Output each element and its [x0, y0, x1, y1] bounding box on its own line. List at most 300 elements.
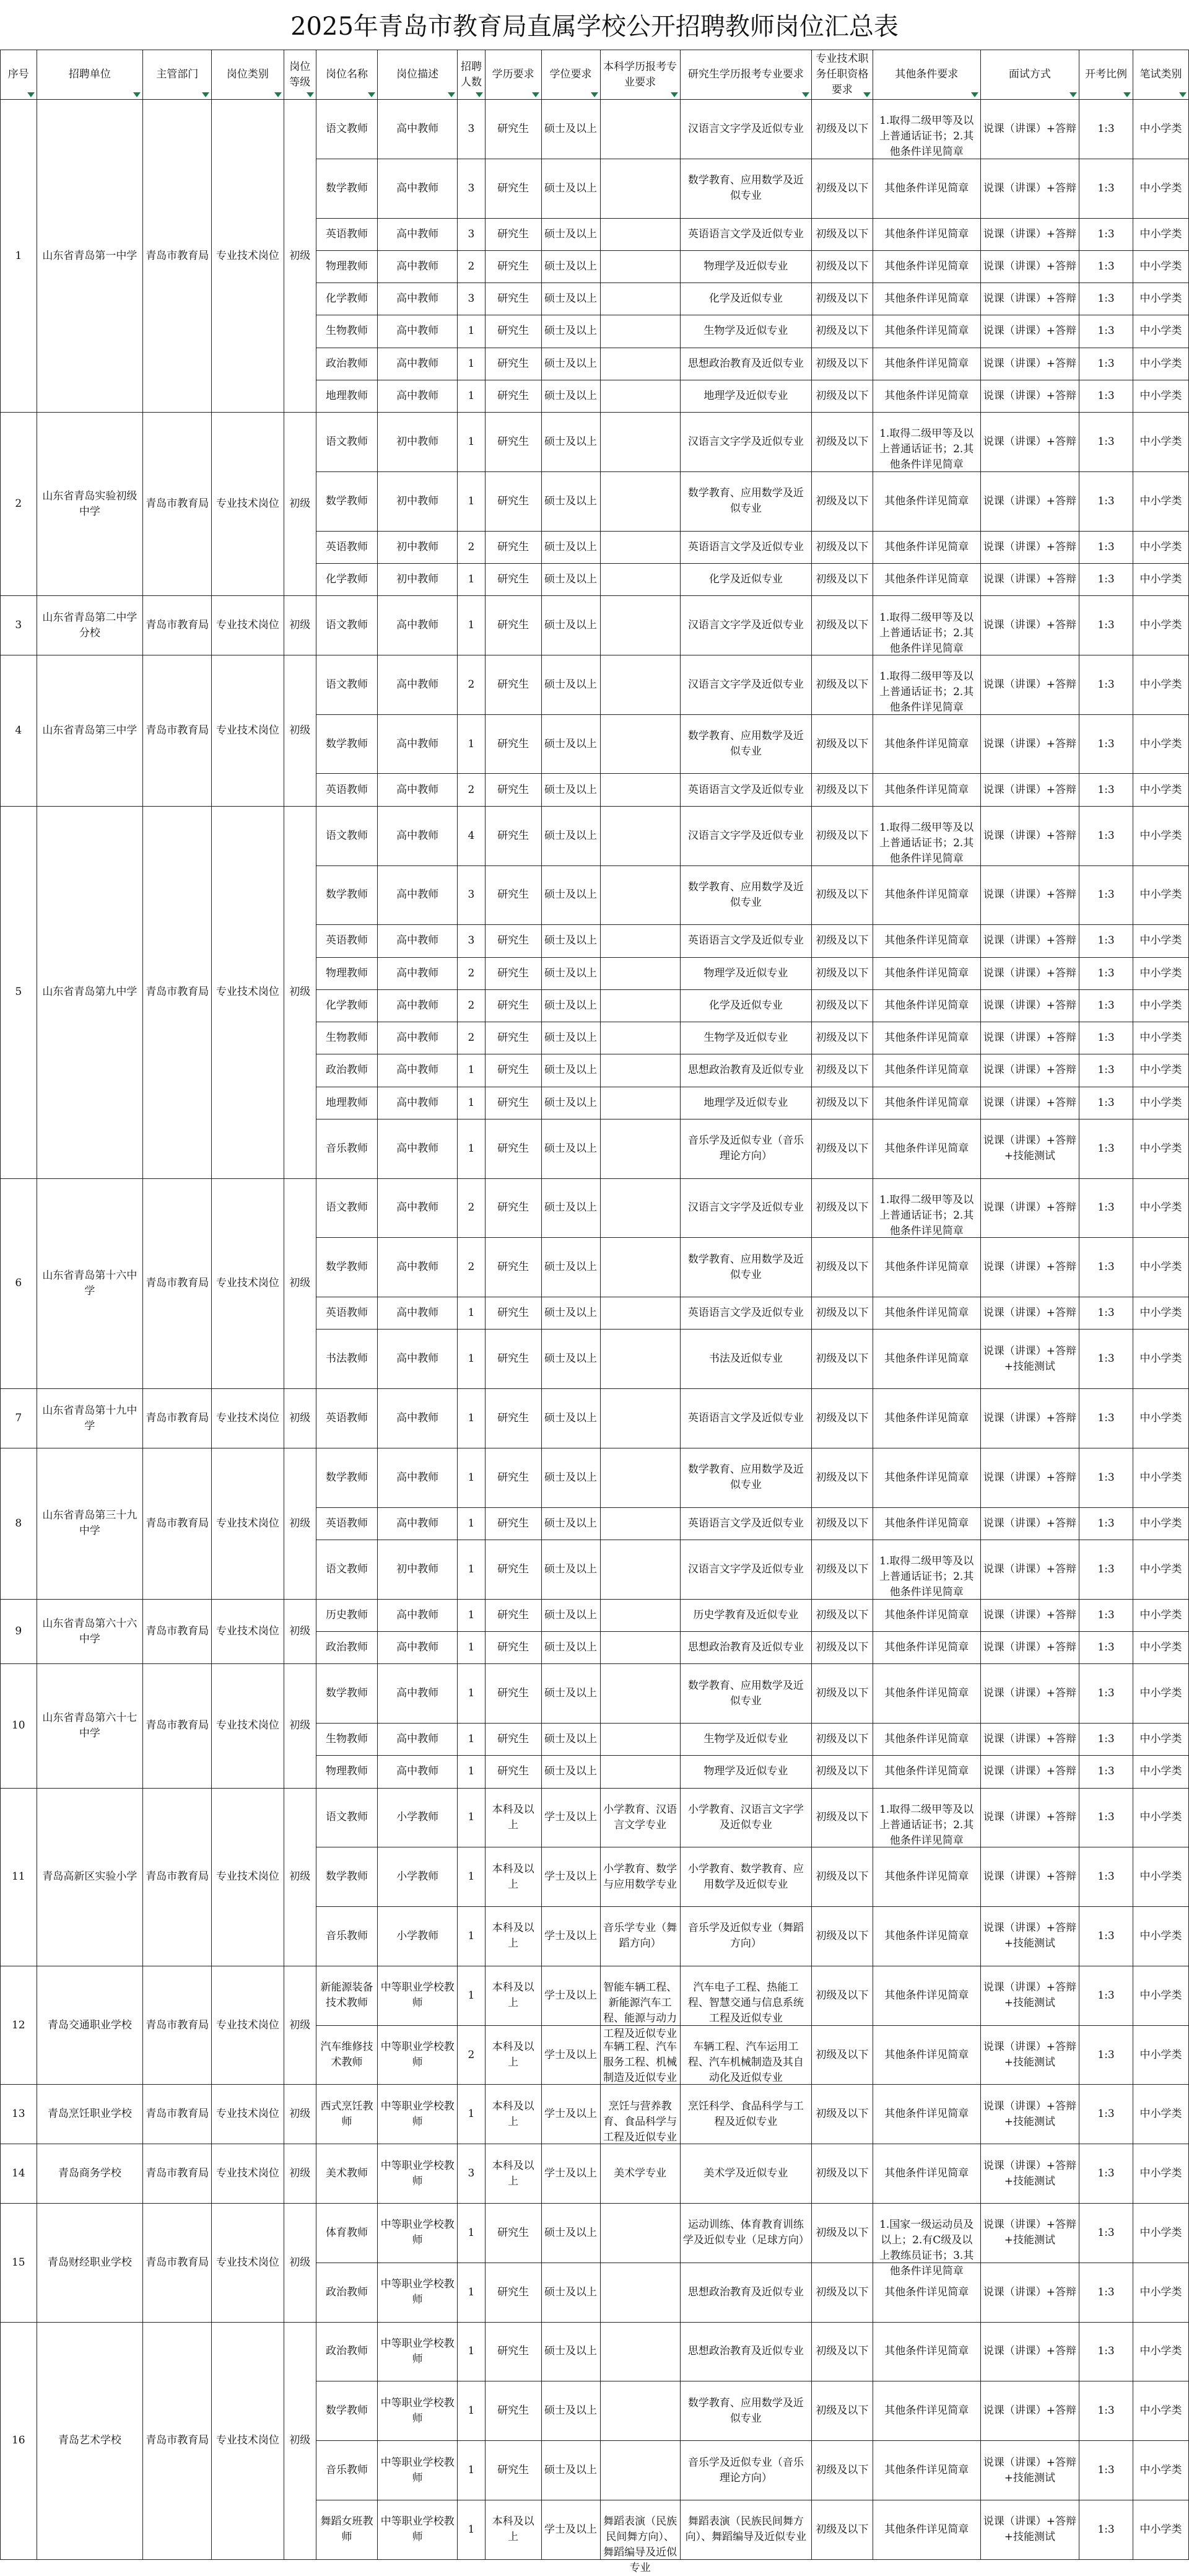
interview-method-cell[interactable] [980, 1178, 1079, 1238]
headcount-cell[interactable] [458, 925, 485, 957]
unit-cell[interactable]: 山东省青岛第一中学 [37, 100, 143, 413]
level-cell[interactable]: 初级 [284, 1448, 316, 1599]
grad-major-cell[interactable] [680, 1238, 811, 1297]
title-req-cell[interactable] [811, 2204, 873, 2263]
degree-cell[interactable] [541, 413, 600, 472]
exam-type-cell[interactable] [1133, 596, 1189, 655]
post-name-cell[interactable] [316, 1724, 378, 1756]
undergrad-major-cell[interactable] [600, 2204, 680, 2263]
exam-type-cell[interactable] [1133, 806, 1189, 865]
post-desc-cell[interactable] [377, 100, 457, 159]
headcount-cell[interactable] [458, 1119, 485, 1178]
headcount-cell[interactable] [458, 2263, 485, 2322]
filter-dropdown-icon[interactable] [202, 92, 209, 97]
category-cell[interactable]: 专业技术岗位 [212, 413, 284, 596]
category-cell[interactable]: 专业技术岗位 [212, 655, 284, 806]
post-desc-cell[interactable] [377, 596, 457, 655]
headcount-cell[interactable] [458, 774, 485, 806]
headcount-cell[interactable] [458, 957, 485, 989]
exam-type-cell[interactable] [1133, 1330, 1189, 1389]
post-name-cell[interactable] [316, 2441, 378, 2500]
exam-ratio-cell[interactable] [1079, 1724, 1133, 1756]
grad-major-cell[interactable] [680, 925, 811, 957]
exam-type-cell[interactable] [1133, 531, 1189, 563]
education-cell[interactable] [485, 1540, 541, 1599]
interview-method-cell[interactable] [980, 1756, 1079, 1788]
post-desc-cell[interactable] [377, 1966, 457, 2025]
level-cell[interactable]: 初级 [284, 655, 316, 806]
exam-ratio-cell[interactable] [1079, 2322, 1133, 2381]
undergrad-major-cell[interactable] [600, 380, 680, 412]
other-req-cell[interactable] [873, 596, 980, 655]
degree-cell[interactable] [541, 531, 600, 563]
exam-type-cell[interactable] [1133, 1297, 1189, 1330]
other-req-cell[interactable] [873, 2025, 980, 2085]
grad-major-cell[interactable] [680, 1847, 811, 1907]
interview-method-cell[interactable] [980, 531, 1079, 563]
exam-type-cell[interactable] [1133, 1238, 1189, 1297]
exam-type-cell[interactable] [1133, 655, 1189, 714]
title-req-cell[interactable] [811, 2085, 873, 2144]
title-req-cell[interactable] [811, 1788, 873, 1847]
degree-cell[interactable] [541, 989, 600, 1022]
category-cell[interactable]: 专业技术岗位 [212, 1966, 284, 2085]
grad-major-cell[interactable] [680, 2500, 811, 2559]
post-name-cell[interactable] [316, 714, 378, 774]
degree-cell[interactable] [541, 1599, 600, 1631]
post-desc-cell[interactable] [377, 2500, 457, 2559]
post-desc-cell[interactable] [377, 1599, 457, 1631]
grad-major-cell[interactable] [680, 714, 811, 774]
education-cell[interactable] [485, 1238, 541, 1297]
filter-dropdown-icon[interactable] [971, 92, 978, 97]
unit-cell[interactable]: 山东省青岛第六十七中学 [37, 1664, 143, 1788]
education-cell[interactable] [485, 596, 541, 655]
interview-method-cell[interactable] [980, 1448, 1079, 1507]
degree-cell[interactable] [541, 655, 600, 714]
title-req-cell[interactable] [811, 348, 873, 380]
education-cell[interactable] [485, 865, 541, 925]
post-name-cell[interactable] [316, 925, 378, 957]
undergrad-major-cell[interactable] [600, 806, 680, 865]
headcount-cell[interactable] [458, 159, 485, 218]
exam-ratio-cell[interactable] [1079, 563, 1133, 595]
post-desc-cell[interactable] [377, 2085, 457, 2144]
grad-major-cell[interactable] [680, 1632, 811, 1664]
other-req-cell[interactable] [873, 1724, 980, 1756]
other-req-cell[interactable] [873, 1664, 980, 1724]
education-cell[interactable] [485, 2263, 541, 2322]
exam-type-cell[interactable] [1133, 1966, 1189, 2025]
category-cell[interactable]: 专业技术岗位 [212, 1664, 284, 1788]
title-req-cell[interactable] [811, 1087, 873, 1119]
post-desc-cell[interactable] [377, 159, 457, 218]
post-name-cell[interactable] [316, 159, 378, 218]
grad-major-cell[interactable] [680, 380, 811, 412]
other-req-cell[interactable] [873, 1632, 980, 1664]
unit-cell[interactable]: 山东省青岛第三中学 [37, 655, 143, 806]
grad-major-cell[interactable] [680, 1022, 811, 1054]
unit-cell[interactable]: 青岛商务学校 [37, 2144, 143, 2204]
other-req-cell[interactable] [873, 100, 980, 159]
other-req-cell[interactable] [873, 2322, 980, 2381]
level-cell[interactable]: 初级 [284, 2322, 316, 2559]
exam-type-cell[interactable] [1133, 1022, 1189, 1054]
other-req-cell[interactable] [873, 774, 980, 806]
interview-method-cell[interactable] [980, 218, 1079, 250]
other-req-cell[interactable] [873, 283, 980, 315]
interview-method-cell[interactable] [980, 2263, 1079, 2322]
post-name-cell[interactable] [316, 2500, 378, 2559]
interview-method-cell[interactable] [980, 1966, 1079, 2025]
exam-ratio-cell[interactable] [1079, 925, 1133, 957]
interview-method-cell[interactable] [980, 250, 1079, 283]
title-req-cell[interactable] [811, 925, 873, 957]
degree-cell[interactable] [541, 1389, 600, 1448]
interview-method-cell[interactable] [980, 989, 1079, 1022]
undergrad-major-cell[interactable] [600, 655, 680, 714]
post-desc-cell[interactable] [377, 2025, 457, 2085]
exam-type-cell[interactable] [1133, 1119, 1189, 1178]
category-cell[interactable]: 专业技术岗位 [212, 100, 284, 413]
level-cell[interactable]: 初级 [284, 1664, 316, 1788]
post-desc-cell[interactable] [377, 471, 457, 531]
undergrad-major-cell[interactable] [600, 2085, 680, 2144]
degree-cell[interactable] [541, 596, 600, 655]
unit-cell[interactable]: 青岛艺术学校 [37, 2322, 143, 2559]
headcount-cell[interactable] [458, 2025, 485, 2085]
post-name-cell[interactable] [316, 989, 378, 1022]
education-cell[interactable] [485, 1297, 541, 1330]
undergrad-major-cell[interactable] [600, 2144, 680, 2204]
interview-method-cell[interactable] [980, 596, 1079, 655]
post-desc-cell[interactable] [377, 1632, 457, 1664]
headcount-cell[interactable] [458, 100, 485, 159]
level-cell[interactable]: 初级 [284, 596, 316, 655]
education-cell[interactable] [485, 1788, 541, 1847]
serial-cell[interactable]: 13 [1, 2085, 37, 2144]
education-cell[interactable] [485, 1389, 541, 1448]
other-req-cell[interactable] [873, 471, 980, 531]
headcount-cell[interactable] [458, 1788, 485, 1847]
post-desc-cell[interactable] [377, 1756, 457, 1788]
unit-cell[interactable]: 山东省青岛实验初级中学 [37, 413, 143, 596]
category-cell[interactable]: 专业技术岗位 [212, 2085, 284, 2144]
degree-cell[interactable] [541, 2322, 600, 2381]
dept-cell[interactable]: 青岛市教育局 [143, 2322, 212, 2559]
degree-cell[interactable] [541, 2204, 600, 2263]
post-name-cell[interactable] [316, 1788, 378, 1847]
exam-type-cell[interactable] [1133, 714, 1189, 774]
education-cell[interactable] [485, 218, 541, 250]
post-desc-cell[interactable] [377, 315, 457, 348]
education-cell[interactable] [485, 1664, 541, 1724]
undergrad-major-cell[interactable] [600, 1448, 680, 1507]
exam-ratio-cell[interactable] [1079, 865, 1133, 925]
undergrad-major-cell[interactable] [600, 1178, 680, 1238]
degree-cell[interactable] [541, 2500, 600, 2559]
degree-cell[interactable] [541, 1966, 600, 2025]
education-cell[interactable] [485, 1632, 541, 1664]
interview-method-cell[interactable] [980, 348, 1079, 380]
degree-cell[interactable] [541, 774, 600, 806]
post-name-cell[interactable] [316, 774, 378, 806]
title-req-cell[interactable] [811, 989, 873, 1022]
category-cell[interactable]: 专业技术岗位 [212, 1448, 284, 1599]
undergrad-major-cell[interactable] [600, 2322, 680, 2381]
title-req-cell[interactable] [811, 1022, 873, 1054]
other-req-cell[interactable] [873, 1087, 980, 1119]
undergrad-major-cell[interactable] [600, 2263, 680, 2322]
degree-cell[interactable] [541, 1119, 600, 1178]
header-cell[interactable] [1079, 50, 1133, 100]
degree-cell[interactable] [541, 100, 600, 159]
header-cell[interactable] [873, 50, 980, 100]
headcount-cell[interactable] [458, 1507, 485, 1540]
other-req-cell[interactable] [873, 1756, 980, 1788]
interview-method-cell[interactable] [980, 957, 1079, 989]
undergrad-major-cell[interactable] [600, 1632, 680, 1664]
headcount-cell[interactable] [458, 563, 485, 595]
education-cell[interactable] [485, 2441, 541, 2500]
undergrad-major-cell[interactable] [600, 1022, 680, 1054]
headcount-cell[interactable] [458, 1054, 485, 1087]
post-name-cell[interactable] [316, 1389, 378, 1448]
grad-major-cell[interactable] [680, 655, 811, 714]
exam-ratio-cell[interactable] [1079, 1540, 1133, 1599]
interview-method-cell[interactable] [980, 1724, 1079, 1756]
exam-type-cell[interactable] [1133, 563, 1189, 595]
headcount-cell[interactable] [458, 250, 485, 283]
post-desc-cell[interactable] [377, 655, 457, 714]
post-desc-cell[interactable] [377, 1664, 457, 1724]
exam-type-cell[interactable] [1133, 957, 1189, 989]
education-cell[interactable] [485, 655, 541, 714]
education-cell[interactable] [485, 2085, 541, 2144]
level-cell[interactable]: 初级 [284, 1966, 316, 2085]
headcount-cell[interactable] [458, 1664, 485, 1724]
category-cell[interactable]: 专业技术岗位 [212, 1599, 284, 1664]
post-name-cell[interactable] [316, 250, 378, 283]
filter-dropdown-icon[interactable] [591, 92, 598, 97]
exam-ratio-cell[interactable] [1079, 2263, 1133, 2322]
grad-major-cell[interactable] [680, 2441, 811, 2500]
exam-ratio-cell[interactable] [1079, 1966, 1133, 2025]
exam-ratio-cell[interactable] [1079, 1297, 1133, 1330]
post-name-cell[interactable] [316, 655, 378, 714]
undergrad-major-cell[interactable] [600, 100, 680, 159]
dept-cell[interactable]: 青岛市教育局 [143, 1448, 212, 1599]
other-req-cell[interactable] [873, 315, 980, 348]
exam-ratio-cell[interactable] [1079, 159, 1133, 218]
degree-cell[interactable] [541, 714, 600, 774]
education-cell[interactable] [485, 1756, 541, 1788]
dept-cell[interactable]: 青岛市教育局 [143, 806, 212, 1178]
title-req-cell[interactable] [811, 2322, 873, 2381]
post-name-cell[interactable] [316, 1632, 378, 1664]
degree-cell[interactable] [541, 315, 600, 348]
interview-method-cell[interactable] [980, 2144, 1079, 2204]
grad-major-cell[interactable] [680, 2025, 811, 2085]
serial-cell[interactable]: 5 [1, 806, 37, 1178]
exam-ratio-cell[interactable] [1079, 1178, 1133, 1238]
category-cell[interactable]: 专业技术岗位 [212, 2204, 284, 2323]
post-desc-cell[interactable] [377, 2204, 457, 2263]
grad-major-cell[interactable] [680, 1389, 811, 1448]
undergrad-major-cell[interactable] [600, 1756, 680, 1788]
interview-method-cell[interactable] [980, 2204, 1079, 2263]
post-name-cell[interactable] [316, 1847, 378, 1907]
other-req-cell[interactable] [873, 1847, 980, 1907]
exam-type-cell[interactable] [1133, 1847, 1189, 1907]
education-cell[interactable] [485, 989, 541, 1022]
exam-type-cell[interactable] [1133, 1389, 1189, 1448]
education-cell[interactable] [485, 2025, 541, 2085]
post-name-cell[interactable] [316, 1330, 378, 1389]
post-name-cell[interactable] [316, 1022, 378, 1054]
serial-cell[interactable]: 6 [1, 1178, 37, 1389]
headcount-cell[interactable] [458, 1907, 485, 1966]
post-name-cell[interactable] [316, 1540, 378, 1599]
degree-cell[interactable] [541, 1664, 600, 1724]
filter-dropdown-icon[interactable] [802, 92, 809, 97]
exam-ratio-cell[interactable] [1079, 2441, 1133, 2500]
headcount-cell[interactable] [458, 1599, 485, 1631]
header-cell[interactable] [212, 50, 284, 100]
education-cell[interactable] [485, 774, 541, 806]
other-req-cell[interactable] [873, 2204, 980, 2278]
title-req-cell[interactable] [811, 1907, 873, 1966]
degree-cell[interactable] [541, 471, 600, 531]
level-cell[interactable]: 初级 [284, 2085, 316, 2144]
grad-major-cell[interactable] [680, 315, 811, 348]
exam-type-cell[interactable] [1133, 1178, 1189, 1238]
interview-method-cell[interactable] [980, 1087, 1079, 1119]
education-cell[interactable] [485, 380, 541, 412]
other-req-cell[interactable] [873, 1599, 980, 1631]
title-req-cell[interactable] [811, 471, 873, 531]
education-cell[interactable] [485, 1178, 541, 1238]
other-req-cell[interactable] [873, 1178, 980, 1238]
title-req-cell[interactable] [811, 2263, 873, 2322]
exam-ratio-cell[interactable] [1079, 1389, 1133, 1448]
other-req-cell[interactable] [873, 1507, 980, 1540]
serial-cell[interactable]: 4 [1, 655, 37, 806]
interview-method-cell[interactable] [980, 1788, 1079, 1847]
headcount-cell[interactable] [458, 348, 485, 380]
other-req-cell[interactable] [873, 1297, 980, 1330]
title-req-cell[interactable] [811, 1966, 873, 2025]
exam-ratio-cell[interactable] [1079, 1664, 1133, 1724]
interview-method-cell[interactable] [980, 1022, 1079, 1054]
post-name-cell[interactable] [316, 531, 378, 563]
exam-ratio-cell[interactable] [1079, 2025, 1133, 2085]
exam-type-cell[interactable] [1133, 2085, 1189, 2144]
serial-cell[interactable]: 7 [1, 1389, 37, 1448]
headcount-cell[interactable] [458, 596, 485, 655]
title-req-cell[interactable] [811, 1119, 873, 1178]
headcount-cell[interactable] [458, 1724, 485, 1756]
category-cell[interactable]: 专业技术岗位 [212, 2144, 284, 2204]
exam-type-cell[interactable] [1133, 865, 1189, 925]
post-desc-cell[interactable] [377, 2263, 457, 2322]
degree-cell[interactable] [541, 1756, 600, 1788]
exam-type-cell[interactable] [1133, 2204, 1189, 2263]
education-cell[interactable] [485, 100, 541, 159]
serial-cell[interactable]: 3 [1, 596, 37, 655]
header-cell[interactable] [37, 50, 143, 100]
post-desc-cell[interactable] [377, 774, 457, 806]
grad-major-cell[interactable] [680, 989, 811, 1022]
other-req-cell[interactable] [873, 250, 980, 283]
education-cell[interactable] [485, 2144, 541, 2204]
headcount-cell[interactable] [458, 315, 485, 348]
undergrad-major-cell[interactable] [600, 596, 680, 655]
interview-method-cell[interactable] [980, 714, 1079, 774]
exam-type-cell[interactable] [1133, 1540, 1189, 1599]
headcount-cell[interactable] [458, 714, 485, 774]
filter-dropdown-icon[interactable] [1179, 92, 1187, 97]
degree-cell[interactable] [541, 865, 600, 925]
exam-ratio-cell[interactable] [1079, 1054, 1133, 1087]
interview-method-cell[interactable] [980, 2381, 1079, 2441]
headcount-cell[interactable] [458, 865, 485, 925]
post-desc-cell[interactable] [377, 925, 457, 957]
headcount-cell[interactable] [458, 1847, 485, 1907]
grad-major-cell[interactable] [680, 1966, 811, 2025]
interview-method-cell[interactable] [980, 1907, 1079, 1966]
education-cell[interactable] [485, 1599, 541, 1631]
undergrad-major-cell[interactable] [600, 1297, 680, 1330]
undergrad-major-cell[interactable] [600, 531, 680, 563]
exam-type-cell[interactable] [1133, 1599, 1189, 1631]
undergrad-major-cell[interactable] [600, 1599, 680, 1631]
serial-cell[interactable]: 10 [1, 1664, 37, 1788]
title-req-cell[interactable] [811, 1238, 873, 1297]
undergrad-major-cell[interactable] [600, 1330, 680, 1389]
degree-cell[interactable] [541, 563, 600, 595]
unit-cell[interactable]: 山东省青岛第二中学分校 [37, 596, 143, 655]
post-name-cell[interactable] [316, 1119, 378, 1178]
exam-ratio-cell[interactable] [1079, 283, 1133, 315]
post-desc-cell[interactable] [377, 1507, 457, 1540]
post-desc-cell[interactable] [377, 1178, 457, 1238]
education-cell[interactable] [485, 714, 541, 774]
other-req-cell[interactable] [873, 1054, 980, 1087]
post-desc-cell[interactable] [377, 1847, 457, 1907]
post-desc-cell[interactable] [377, 1022, 457, 1054]
interview-method-cell[interactable] [980, 159, 1079, 218]
category-cell[interactable]: 专业技术岗位 [212, 1788, 284, 1966]
title-req-cell[interactable] [811, 1664, 873, 1724]
degree-cell[interactable] [541, 806, 600, 865]
exam-ratio-cell[interactable] [1079, 2381, 1133, 2441]
grad-major-cell[interactable] [680, 865, 811, 925]
education-cell[interactable] [485, 1054, 541, 1087]
level-cell[interactable]: 初级 [284, 100, 316, 413]
other-req-cell[interactable] [873, 2085, 980, 2144]
exam-type-cell[interactable] [1133, 2500, 1189, 2559]
post-desc-cell[interactable] [377, 283, 457, 315]
title-req-cell[interactable] [811, 413, 873, 472]
interview-method-cell[interactable] [980, 1330, 1079, 1389]
post-desc-cell[interactable] [377, 865, 457, 925]
post-name-cell[interactable] [316, 1907, 378, 1966]
title-req-cell[interactable] [811, 1178, 873, 1238]
header-cell[interactable] [811, 50, 873, 100]
title-req-cell[interactable] [811, 596, 873, 655]
other-req-cell[interactable] [873, 2381, 980, 2441]
